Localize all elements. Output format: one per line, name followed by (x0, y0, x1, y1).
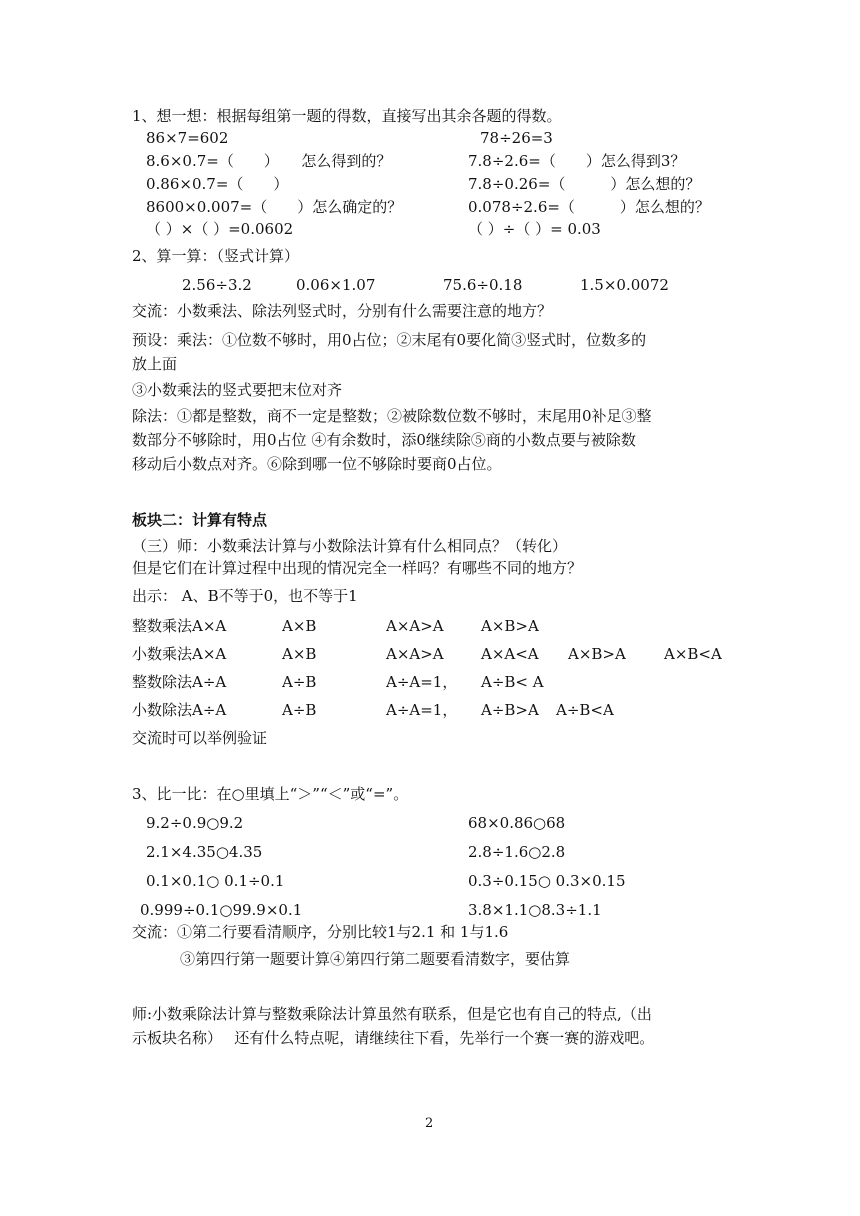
q3-left-4: 0.999÷0.1○99.9×0.1 (140, 901, 303, 919)
table-cell: A÷B<A (556, 701, 614, 719)
table-cell: A÷B (282, 701, 317, 719)
table-cell: A÷B< A (481, 673, 544, 691)
q2-division-1: 除法：①都是整数，商不一定是整数；②被除数位数不够时，末尾用0补足③整 (132, 407, 652, 425)
q3-exchange-2: ③第四行第一题要计算④第四行第二题要看清数字，要估算 (180, 950, 571, 968)
table-cell: 整数除法A÷A (132, 673, 227, 691)
q2-preset-3: ③小数乘法的竖式要把末位对齐 (132, 381, 343, 399)
table-cell: A÷A=1， (386, 701, 458, 719)
q3-right-1: 68×0.86○68 (468, 814, 566, 832)
table-cell: A÷B (282, 673, 317, 691)
q3-left-3: 0.1×0.1○ 0.1÷0.1 (146, 872, 285, 890)
table-cell: A×B<A (664, 645, 722, 663)
table-cell: A÷A=1， (386, 673, 458, 691)
q2-item-4: 1.5×0.0072 (580, 276, 669, 294)
q1-left-4: 8600×0.007=（ ）怎么确定的？ (146, 198, 403, 216)
q3-right-4: 3.8×1.1○8.3÷1.1 (468, 901, 602, 919)
table-cell: A×B>A (481, 617, 539, 635)
closing-line-2: 示板块名称） 还有什么特点呢，请继续往下看，先举行一个赛一赛的游戏吧。 (132, 1029, 655, 1047)
q1-right-5: （ ）÷（ ）= 0.03 (468, 220, 601, 238)
q1-right-2: 7.8÷2.6=（ ）怎么得到3？ (468, 152, 686, 170)
block2-line-1: （三）师：小数乘法计算与小数除法计算有什么相同点？（转化） (132, 537, 568, 555)
q1-left-3: 0.86×0.7=（ ） (146, 175, 289, 193)
table-cell: A×B>A (568, 645, 626, 663)
block2-line-2: 但是它们在计算过程中出现的情况完全一样吗？有哪些不同的地方？ (132, 559, 583, 577)
table-cell: 整数乘法A×A (132, 617, 227, 635)
q2-preset-2: 放上面 (132, 355, 178, 373)
q2-item-2: 0.06×1.07 (296, 276, 376, 294)
page-number: 2 (425, 1116, 434, 1131)
q3-left-2: 2.1×4.35○4.35 (146, 843, 263, 861)
q3-right-2: 2.8÷1.6○2.8 (468, 843, 566, 861)
q2-item-3: 75.6÷0.18 (443, 276, 523, 294)
q1-left-1: 86×7=602 (146, 129, 229, 147)
q2-exchange: 交流：小数乘法、除法列竖式时，分别有什么需要注意的地方？ (132, 302, 553, 320)
q3-right-3: 0.3÷0.15○ 0.3×0.15 (468, 872, 626, 890)
q1-left-2: 8.6×0.7=（ ） 怎么得到的？ (146, 152, 392, 170)
q1-right-3: 7.8÷0.26=（ ）怎么想的？ (468, 175, 701, 193)
q1-title: 1、想一想：根据每组第一题的得数，直接写出其余各题的得数。 (132, 107, 562, 125)
q3-title: 3、比一比：在○里填上“＞”“＜”或“=”。 (132, 785, 409, 803)
table-cell: A×B (282, 645, 317, 663)
q2-item-1: 2.56÷3.2 (182, 276, 252, 294)
table-cell: 小数除法A÷A (132, 701, 227, 719)
q3-left-1: 9.2÷0.9○9.2 (146, 814, 244, 832)
q2-division-3: 移动后小数点对齐。⑥除到哪一位不够除时要商0占位。 (132, 455, 502, 473)
closing-line-1: 师:小数乘除法计算与整数乘除法计算虽然有联系，但是它也有自己的特点,（出 (132, 1005, 652, 1023)
table-cell: A×A<A (481, 645, 539, 663)
q1-left-5: （ ）×（ ）=0.0602 (146, 220, 294, 238)
table-cell: A×A>A (386, 645, 444, 663)
table-cell: A×B (282, 617, 317, 635)
q2-division-2: 数部分不够除时，用0占位 ④有余数时，添0继续除⑤商的小数点要与被除数 (132, 431, 636, 449)
q1-right-1: 78÷26=3 (480, 129, 553, 147)
q2-title: 2、算一算：（竖式计算） (132, 247, 300, 265)
q3-exchange-1: 交流：①第二行要看清顺序，分别比较1与2.1 和 1与1.6 (132, 923, 509, 941)
block2-verify: 交流时可以举例验证 (132, 729, 268, 747)
table-cell: 小数乘法A×A (132, 645, 227, 663)
q2-preset-1: 预设：乘法：①位数不够时，用0占位；②末尾有0要化简③竖式时，位数多的 (132, 331, 647, 349)
table-cell: A÷B>A (481, 701, 539, 719)
block2-show: 出示： A、B不等于0，也不等于1 (132, 587, 358, 605)
table-cell: A×A>A (386, 617, 444, 635)
q1-right-4: 0.078÷2.6=（ ）怎么想的？ (468, 198, 710, 216)
block2-heading: 板块二：计算有特点 (132, 511, 268, 529)
